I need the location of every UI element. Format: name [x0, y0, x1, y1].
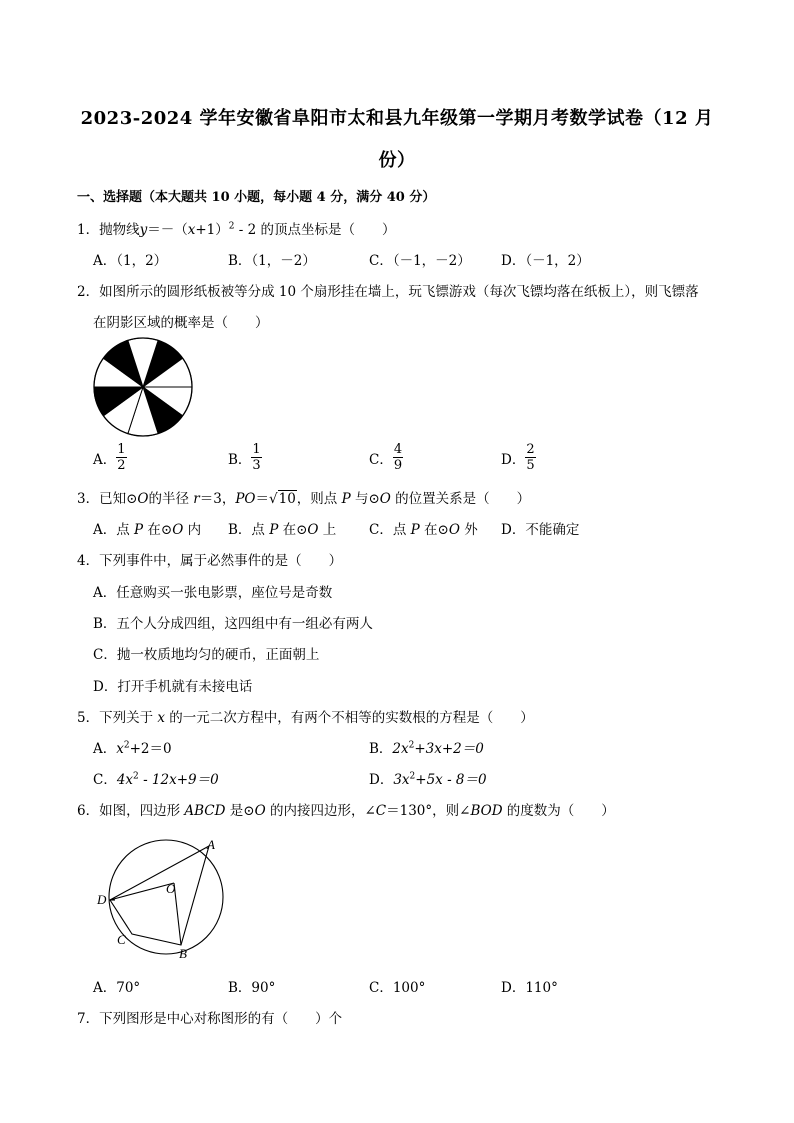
question-1-option-b: B．（1，－2）: [228, 253, 316, 269]
question-3-option-a: A．点 P 在⊙O 内: [93, 522, 202, 538]
dartboard-figure: [92, 336, 194, 438]
question-6-stem: 6．如图，四边形 ABCD 是⊙O 的内接四边形，∠C＝130°，则∠BOD 的度数为（ ）: [77, 803, 615, 819]
question-3-option-c: C．点 P 在⊙O 外: [369, 522, 478, 538]
question-2-stem-line1: 2．如图所示的圆形纸板被等分成 10 个扇形挂在墙上，玩飞镖游戏（每次飞镖均落在纸板上），则飞镖落: [77, 284, 699, 300]
question-3-option-d: D．不能确定: [501, 522, 580, 538]
question-4-option-a: A．任意购买一张电影票，座位号是奇数: [93, 585, 333, 601]
question-6-option-b: B．90°: [228, 980, 276, 996]
question-4-option-d: D．打开手机就有未接电话: [93, 679, 253, 695]
point-label-a: A: [207, 837, 215, 852]
question-6-option-a: A．70°: [93, 980, 141, 996]
section-header: 一、选择题（本大题共 10 小题，每小题 4 分，满分 40 分）: [77, 190, 436, 205]
question-6-option-d: D．110°: [501, 980, 558, 996]
question-5-option-c: C．$4x^2 - 12x+9=0$: [93, 771, 219, 788]
question-3-stem: 3．已知⊙O的半径 r＝3，PO＝√10，则点 P 与⊙O 的位置关系是（ ）: [77, 491, 531, 507]
question-2-option-b: B． $\frac{1}{3}$: [228, 442, 261, 473]
fraction: $\frac{1}{3}$: [252, 442, 261, 473]
question-1-stem: 1．抛物线$y=-(x+1)^2 - 2$ 的顶点坐标是（ ）: [77, 221, 396, 238]
question-4-option-c: C．抛一枚质地均匀的硬币，正面朝上: [93, 647, 320, 663]
point-label-d: D: [97, 892, 107, 907]
fraction: $\frac{1}{2}$: [117, 442, 126, 473]
question-4-stem: 4．下列事件中，属于必然事件的是（ ）: [77, 553, 343, 569]
question-2-option-c: C． $\frac{4}{9}$: [369, 442, 403, 473]
inscribed-quadrilateral-figure: [90, 828, 235, 963]
question-5-option-b: B．$2x^2+3x+2=0$: [369, 740, 484, 757]
point-label-c: C: [117, 932, 126, 947]
fraction: $\frac{4}{9}$: [393, 442, 403, 473]
question-2-option-d: D． $\frac{2}{5}$: [501, 442, 535, 473]
point-label-b: B: [179, 946, 187, 961]
exam-title-line2: 份）: [378, 150, 416, 171]
question-3-option-b: B．点 P 在⊙O 上: [228, 522, 337, 538]
exam-title-line1: 2023-2024 学年安徽省阜阳市太和县九年级第一学期月考数学试卷（12 月: [80, 108, 714, 129]
question-1-option-a: A．（1，2）: [93, 253, 168, 269]
question-1-option-d: D．（－1，2）: [501, 253, 590, 269]
question-5-option-d: D．$3x^2+5x - 8=0$: [369, 771, 487, 788]
square-root: √10: [269, 491, 296, 507]
question-4-option-b: B．五个人分成四组，这四组中有一组必有两人: [93, 616, 373, 632]
question-6-option-c: C．100°: [369, 980, 426, 996]
question-5-option-a: A．$x^2+2=0$: [93, 740, 172, 757]
question-5-stem: 5．下列关于 x 的一元二次方程中，有两个不相等的实数根的方程是（ ）: [77, 710, 534, 726]
fraction: $\frac{2}{5}$: [526, 442, 535, 473]
question-1-option-c: C．（－1，－2）: [369, 253, 471, 269]
line-od: [110, 883, 174, 900]
point-label-o: O: [166, 881, 176, 896]
question-7-stem: 7．下列图形是中心对称图形的有（ ）个: [77, 1011, 343, 1027]
question-2-option-a: A． $\frac{1}{2}$: [93, 442, 126, 473]
question-2-stem-line2: 在阴影区域的概率是（ ）: [93, 315, 269, 331]
